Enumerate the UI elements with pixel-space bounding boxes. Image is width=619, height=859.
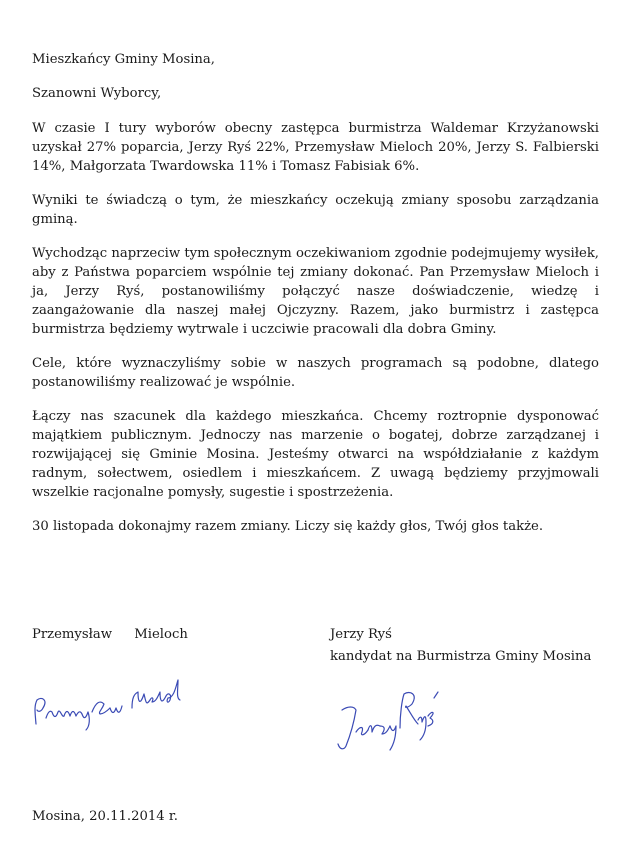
letter-paragraph-3: Wychodząc naprzeciw tym społecznym oczekiwaniom zgodnie podejmujemy wysiłek, aby z Państwa poparciem wspólnie tej zmiany dokonać. Pan Przemysław Mieloch i ja, Jerzy Ryś, postanowiliśmy połączyć nasze doświadczenie, wiedzę i zaangażowanie dla naszej małej Ojczyzny. Razem, jako burmistrz i zastępca burmistrza będziemy wytrwale i uczciwie pracowali dla dobra Gminy. xyxy=(32,246,599,337)
signature-left-handwritten xyxy=(28,672,188,732)
letter-greeting: Mieszkańcy Gminy Mosina, xyxy=(32,52,215,67)
signature-right-handwritten xyxy=(330,680,450,760)
letter-paragraph-1: W czasie I tury wyborów obecny zastępca burmistrza Waldemar Krzyżanowski uzyskał 27% poparcia, Jerzy Ryś 22%, Przemysław Mieloch 20%, Jerzy S. Falbierski 14%, Małgorzata Twardowska 11% i Tomasz Fabisiak 6%. xyxy=(32,121,599,174)
signatory-right-name: Jerzy Ryś xyxy=(330,627,392,642)
letter-closing: 30 listopada dokonajmy razem zmiany. Liczy się każdy głos, Twój głos także. xyxy=(32,519,544,534)
signatory-left-name: Przemysław Mieloch xyxy=(32,627,188,642)
letter-salutation: Szanowni Wyborcy, xyxy=(32,86,162,101)
signatory-right-role: kandydat na Burmistrza Gminy Mosina xyxy=(330,649,592,664)
letter-paragraph-5: Łączy nas szacunek dla każdego mieszkańca. Chcemy roztropnie dysponować majątkiem publicznym. Jednoczy nas marzenie o bogatej, dobrze zarządzanej i rozwijającej się Gminie Mosina. Jesteśmy otwarci na współdziałanie z każdym radnym, sołectwem, osiedlem i mieszkańcem. Z uwagą będziemy przyjmowali wszelkie racjonalne pomysły, sugestie i spostrzeżenia. xyxy=(32,409,599,500)
place-and-date: Mosina, 20.11.2014 r. xyxy=(32,809,178,824)
letter-paragraph-2: Wyniki te świadczą o tym, że mieszkańcy oczekują zmiany sposobu zarządzania gminą. xyxy=(32,193,599,227)
letter-body xyxy=(32,50,599,551)
letter-paragraph-4: Cele, które wyznaczyliśmy sobie w naszych programach są podobne, dlatego postanowiliśmy realizować je wspólnie. xyxy=(32,356,599,390)
